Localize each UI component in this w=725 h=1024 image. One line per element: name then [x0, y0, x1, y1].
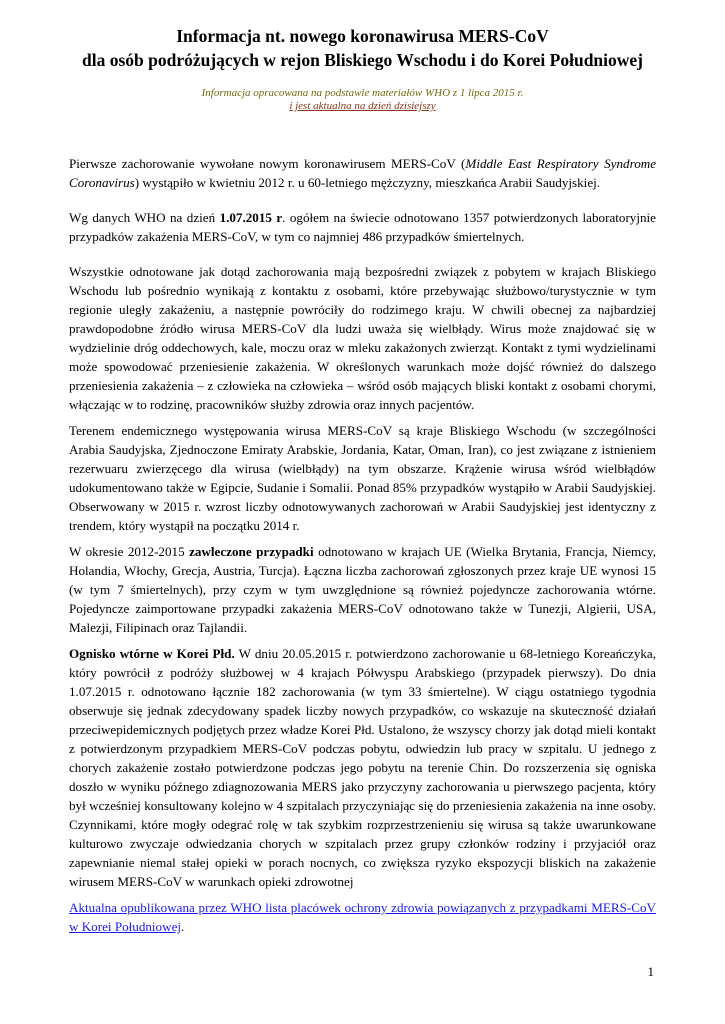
title-line-2: dla osób podróżujących w rejon Bliskiego Wschodu i do Korei Południowej	[81, 50, 644, 70]
page-number: 1	[647, 964, 654, 979]
p1-text-a: Pierwsze zachorowanie wywołane nowym koronawirusem MERS-CoV (	[69, 156, 466, 171]
p2-bold-date: 1.07.2015 r	[219, 210, 283, 225]
link-trailing-period: .	[181, 919, 185, 934]
document-title	[69, 0, 656, 72]
who-facility-list-link[interactable]: Aktualna opublikowana przez WHO lista placówek ochrony zdrowia powiązanych z przypadkami MERS-CoV w Korei Południowej	[69, 900, 656, 934]
source-note	[69, 87, 656, 113]
paragraph-korea-outbreak	[69, 644, 656, 891]
paragraph-who-data	[69, 208, 656, 246]
p6-bold: Ognisko wtórne w Korei Płd.	[69, 646, 235, 661]
p1-italic: Middle East Respiratory Syndrome Coronavirus	[69, 156, 657, 190]
paragraph-imported-cases	[69, 542, 656, 637]
document-body	[69, 154, 656, 936]
p5-text-b: odnotowano w krajach UE (Wielka Brytania, Francja, Niemcy, Holandia, Włochy, Grecja, Austria, Turcja). Łączna liczba zachorowań zgłoszonych przez kraje UE wynosi 15 (w tym 7 śmiertelnych), przy czym w tym uwzględnione są również pojedyncze zachorowania wtórne. Pojedyncze zaimportowane przypadki zakażenia MERS-CoV odnotowano także w Tunezji, Algierii, USA, Malezji, Filipinach oraz Tajlandii.	[69, 544, 656, 635]
p1-text-b: ) wystąpiło w kwietniu 2012 r. u 60-letniego mężczyzny, mieszkańca Arabii Saudyjskiej.	[134, 175, 601, 190]
paragraph-who-link	[69, 898, 656, 936]
p5-bold: zawleczone przypadki	[189, 544, 314, 559]
source-note-line-1: Informacja opracowana na podstawie materiałów WHO z 1 lipca 2015 r.	[201, 87, 524, 99]
paragraph-transmission: Wszystkie odnotowane jak dotąd zachorowania mają bezpośredni związek z pobytem w krajach Bliskiego Wschodu lub pośrednio wynikają z kontaktu z osobami, które przebywając służbowo/turystycznie w tym regionie uległy zakażeniu, a następnie powróciły do rodzimego kraju. W chwili obecnej za najbardziej prawdopodobne źródło wirusa MERS-CoV dla ludzi uważa się wielbłądy. Wirus może znajdować się w wydzielinie dróg oddechowych, kale, moczu oraz w mleku zakażonych zwierząt. Kontakt z tymi wydzielinami może spowodować przeniesienie zakażenia. W określonych warunkach może dojść również do dalszego przeniesienia zakażenia – z człowieka na człowieka – wśród osób mających bliski kontakt z osobami chorymi, włączając w to rodzinę, pracowników służby zdrowia oraz innych pacjentów.	[69, 264, 656, 412]
p5-text-a: W okresie 2012-2015	[69, 544, 190, 559]
title-line-1: Informacja nt. nowego koronawirusa MERS-CoV	[176, 26, 549, 46]
paragraph-endemic: Terenem endemicznego występowania wirusa MERS-CoV są kraje Bliskiego Wschodu (w szczególności Arabia Saudyjska, Zjednoczone Emiraty Arabskie, Jordania, Katar, Oman, Iran), co jest związane z istnieniem rezerwuaru zwierzęcego dla wirusa (wielbłądy) na tym obszarze. Krążenie wirusa wśród wielbłądów udokumentowano także w Egipcie, Sudanie i Somalii. Ponad 85% przypadków wystąpiło w Arabii Saudyjskiej. Obserwowany w 2015 r. wzrost liczby odnotowywanych zachorowań w Arabii Saudyjskiej jest identyczny z trendem, który wystąpił na początku 2014 r.	[69, 423, 656, 533]
source-note-line-2: i jest aktualna na dzień dzisiejszy	[289, 100, 436, 112]
p2-text-b: . ogółem na świecie odnotowano 1357 potwierdzonych laboratoryjnie przypadków zakażenia MERS-CoV, w tym co najmniej 486 przypadków śmiertelnych.	[69, 210, 656, 244]
p2-text-a: Wg danych WHO na dzień	[69, 210, 220, 225]
paragraph-first-case	[69, 154, 656, 192]
p6-text-b: W dniu 20.05.2015 r. potwierdzono zachorowanie u 68-letniego Koreańczyka, który powrócił z podróży służbowej w 4 krajach Półwyspu Arabskiego (przypadek pierwszy). Do dnia 1.07.2015 r. odnotowano łącznie 182 zachorowania (w tym 33 śmiertelne). W ciągu ostatniego tygodnia obserwuje się jednak zdecydowany spadek liczby nowych przypadków, co wskazuje na skuteczność działań przeciwepidemicznych podjętych przez władze Korei Płd. Ustalono, że wszyscy chorzy jak dotąd mieli kontakt z potwierdzonym przypadkiem MERS-CoV podczas pobytu, odwiedzin lub pracy w szpitalu. U jednego z chorych zakażenie zostało potwierdzone podczas jego pobytu na terenie Chin. Do rozszerzenia się ogniska doszło w wyniku późnego zdiagnozowania MERS jako przyczyny zachorowania u pierwszego pacjenta, który był wcześniej konsultowany kolejno w 4 szpitalach przyczyniając się do przeniesienia zakażenia na inne osoby. Czynnikami, które mogły odegrać rolę w tak szybkim rozprzestrzenieniu się wirusa są także uwarunkowane kulturowo zwyczaje odwiedzania chorych w szpitalach przez grupy członków rodziny i przyjaciół oraz zapewnianie niemal stałej opieki w porach nocnych, co zwiększa ryzyko ekspozycji bliskich na zakażenie wirusem MERS-CoV w warunkach opieki zdrowotnej	[69, 646, 657, 889]
